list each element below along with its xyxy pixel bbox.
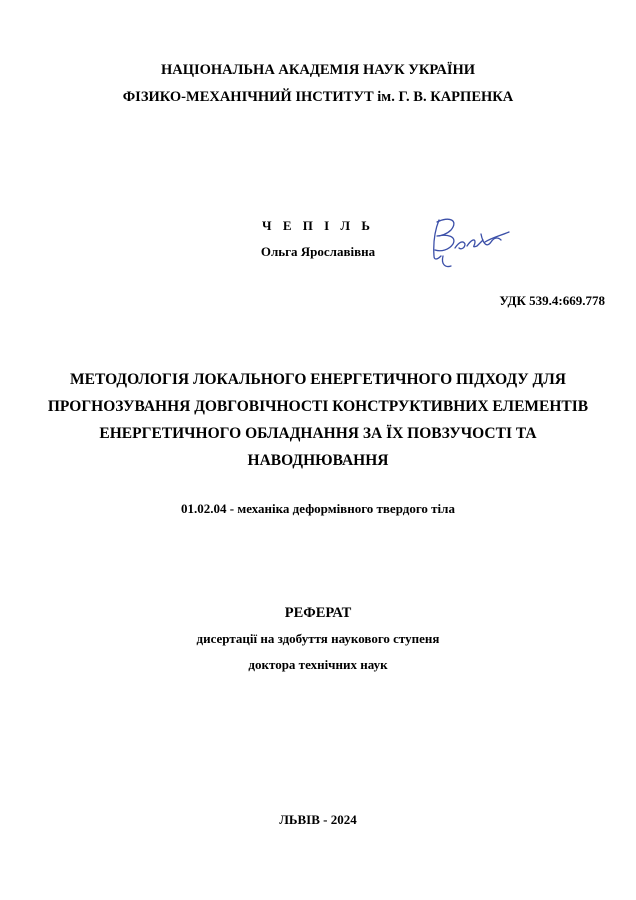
degree-line-1: дисертації на здобуття наукового ступеня [196,631,440,646]
specialty: 01.02.04 - механіка деформівного твердого тіла [181,501,455,516]
title-line-3: ЕНЕРГЕТИЧНОГО ОБЛАДНАННЯ ЗА ЇХ ПОВЗУЧОСТІ ТА [99,425,537,442]
title-line-2: ПРОГНОЗУВАННЯ ДОВГОВІЧНОСТІ КОНСТРУКТИВНИХ ЕЛЕМЕНТІВ [47,398,589,415]
author-surname: Ч Е П І Л Ь [262,218,374,233]
place-and-year: ЛЬВІВ - 2024 [279,812,357,827]
title-line-4: НАВОДНЮВАННЯ [247,452,389,469]
udc-code: УДК 539.4:669.778 [499,293,605,308]
title-line-1: МЕТОДОЛОГІЯ ЛОКАЛЬНОГО ЕНЕРГЕТИЧНОГО ПІДХОДУ ДЛЯ [70,371,566,388]
academy-name: НАЦІОНАЛЬНА АКАДЕМІЯ НАУК УКРАЇНИ [160,62,476,78]
author-given-name: Ольга Ярославівна [260,244,376,259]
author-signature [425,212,513,272]
abstract-heading: РЕФЕРАТ [284,605,352,621]
institute-name: ФІЗИКО-МЕХАНІЧНИЙ ІНСТИТУТ ім. Г. В. КАРПЕНКА [122,89,514,105]
degree-line-2: доктора технічних наук [248,657,388,672]
